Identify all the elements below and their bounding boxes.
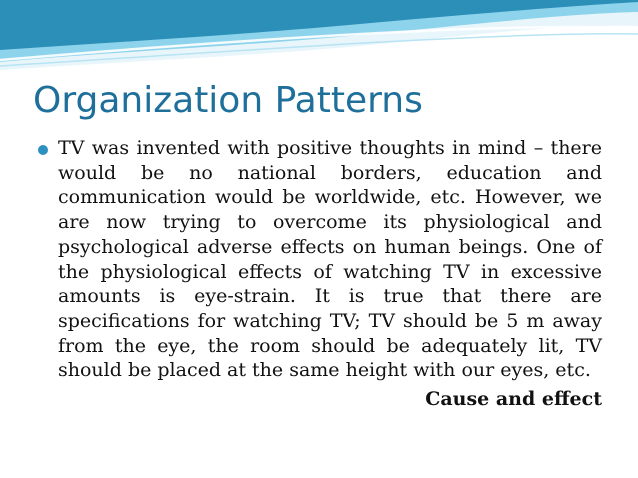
slide-title: Organization Patterns: [33, 80, 423, 121]
header-wave-decoration: [0, 0, 638, 80]
body-paragraph: TV was invented with positive thoughts in mind – there would be no national borders, education and communication would be worldwide, etc. However, we are now trying to overcome its physiological and psychological adverse effects on human beings. One of the physiological effects of watching TV in excessive amounts is eye-strain. It is true that there are specifications for watching TV; TV should be 5 m away from the eye, the room should be adequately lit, TV should be placed at the same height with our eyes, etc.: [58, 137, 602, 382]
pattern-label: Cause and effect: [425, 388, 602, 411]
slide-body: [38, 136, 602, 412]
round-bullet-icon: [38, 145, 48, 155]
